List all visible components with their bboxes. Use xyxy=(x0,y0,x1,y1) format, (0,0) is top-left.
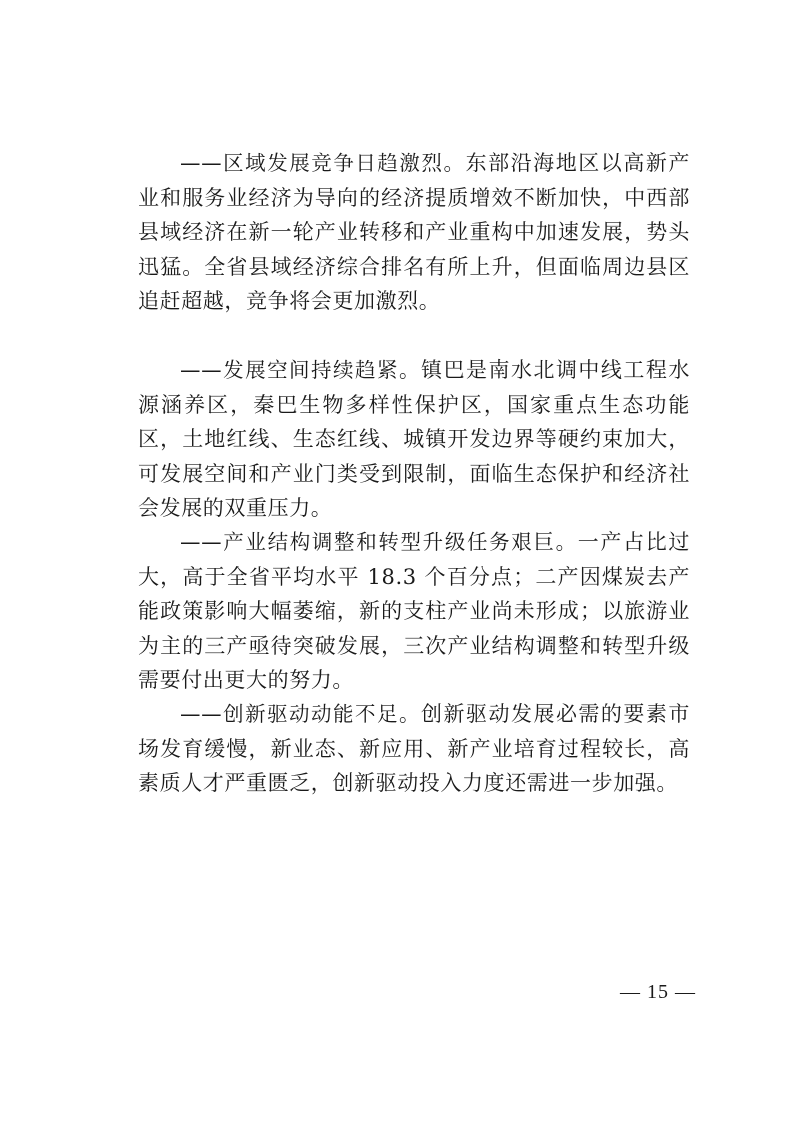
paragraph-body: 东部沿海地区以高新产业和服务业经济为导向的经济提质增效不断加快，中西部县域经济在新一轮产业转移和产业重构中加速发展，势头迅猛。全省县域经济综合排名有所上升，但面临周边县区追赶超越，竞争将会更加激烈。 xyxy=(138,151,690,313)
paragraph-industrial-structure xyxy=(138,525,690,698)
paragraph-body: 一产占比过大，高于全省平均水平 18.3 个百分点；二产因煤炭去产能政策影响大幅萎缩，新的支柱产业尚未形成；以旅游业为主的三产亟待突破发展，三次产业结构调整和转型升级需要付出更大的努力。 xyxy=(138,530,690,692)
paragraph-development-space xyxy=(138,353,690,526)
paragraph-heading: ——区域发展竞争日趋激烈。 xyxy=(180,151,466,175)
paragraph-innovation-drive xyxy=(138,697,690,801)
page-number: — 15 — xyxy=(620,981,696,1003)
paragraph-body: 镇巴是南水北调中线工程水源涵养区，秦巴生物多样性保护区，国家重点生态功能区，土地红线、生态红线、城镇开发边界等硬约束加大，可发展空间和产业门类受到限制，面临生态保护和经济社会发展的双重压力。 xyxy=(138,358,690,520)
paragraph-heading: ——创新驱动动能不足。 xyxy=(180,702,421,726)
paragraph-heading: ——发展空间持续趋紧。 xyxy=(180,358,421,382)
paragraph-regional-competition xyxy=(138,146,690,319)
paragraph-heading: ——产业结构调整和转型升级任务艰巨。 xyxy=(180,530,578,554)
paragraph-body: 创新驱动发展必需的要素市场发育缓慢，新业态、新应用、新产业培育过程较长，高素质人才严重匮乏，创新驱动投入力度还需进一步加强。 xyxy=(138,702,690,795)
